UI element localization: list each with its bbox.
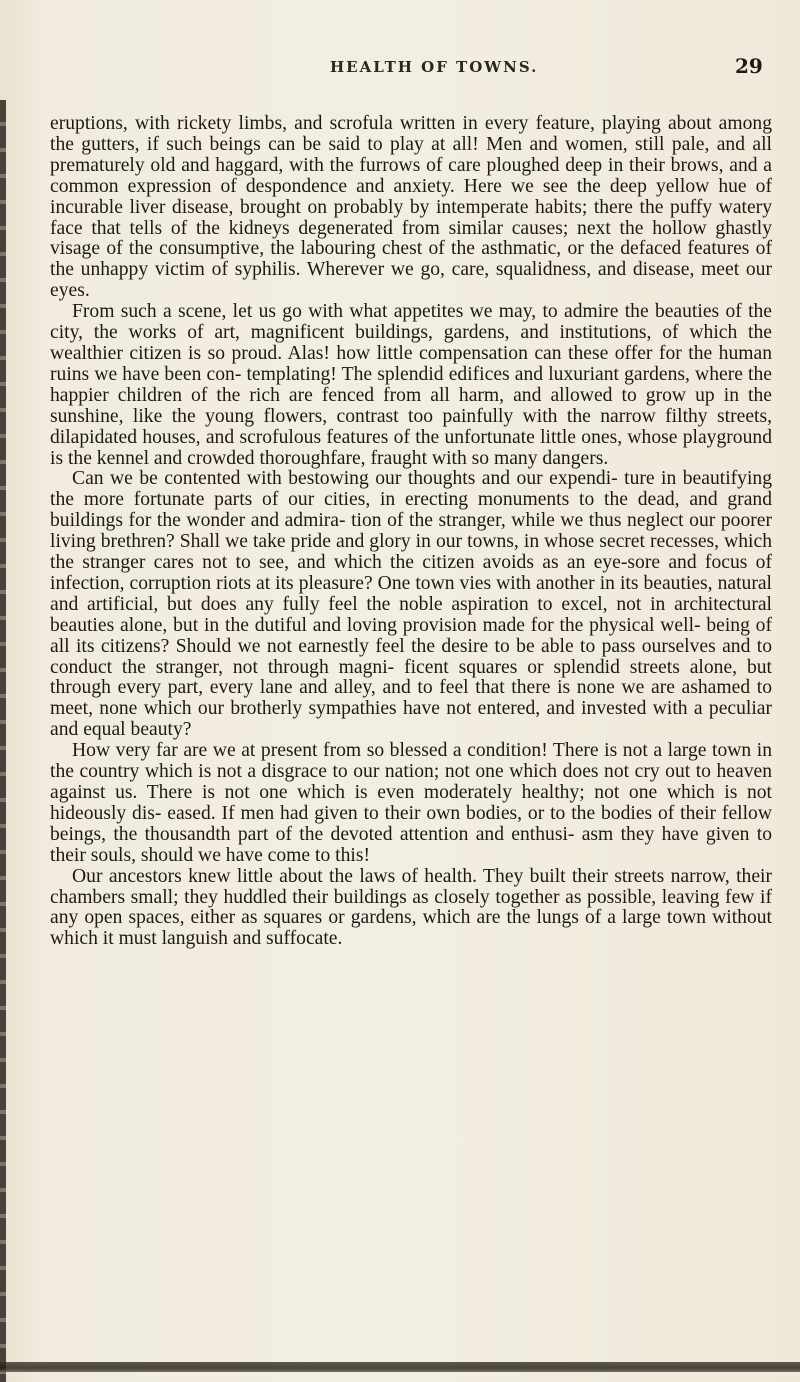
page-number: 29 — [735, 54, 763, 78]
paragraph-3: Can we be contented with bestowing our thoughts and our expendi- ture in beautifying the more fortunate parts of our cities, in erecting monuments to the dead, and grand buildings for the wonder and admira- tion of the stranger, while we thus neglect our poorer living brethren? Shall we take pride and glory in our towns, in whose secret recesses, which the stranger cares not to see, and which the citizen avoids as an eye-sore and focus of infection, corruption riots at its pleasure? One town vies with another in its beauties, natural and artificial, but does any fully feel the noble aspiration to excel, not in architectural beauties alone, but in the dutiful and loving provision made for the physical well- being of all its citizens? Should we not earnestly feel the desire to be able to pass ourselves and to conduct the stranger, not through magni- ficent squares or splendid streets alone, but through every part, every lane and alley, and to feel that there is none we are ashamed to meet, none which our brotherly sympathies have not entered, and invested with a peculiar and equal beauty? — [50, 468, 772, 741]
running-header — [0, 54, 800, 88]
paragraph-2: From such a scene, let us go with what appetites we may, to admire the beauties of the city, the works of art, magnificent buildings, gardens, and institutions, of which the wealthier citizen is so proud. Alas! how little compensation can these offer for the human ruins we have been con- templating! The splendid edifices and luxuriant gardens, where the happier children of the rich are fenced from all harm, and allowed to grow up in the sunshine, like the young flowers, contrast too painfully with the narrow filthy streets, dilapidated houses, and scrofulous features of the unfortunate little ones, whose playground is the kennel and crowded thoroughfare, fraught with so many dangers. — [50, 301, 772, 469]
body-text — [50, 114, 772, 950]
page-binding-edge — [0, 100, 6, 1382]
paragraph-1: eruptions, with rickety limbs, and scrofula written in every feature, playing about among the gutters, if such beings can be said to play at all! Men and women, still pale, and all prematurely old and haggard, with the furrows of care ploughed deep in their brows, and a common expression of despondence and anxiety. Here we see the deep yellow hue of incurable liver disease, brought on probably by intemperate habits; there the puffy watery face that tells of the kidneys degenerated from similar causes; next the hollow ghastly visage of the consumptive, the labouring chest of the asthmatic, or the defaced features of the unhappy victim of syphilis. Wherever we go, care, squalidness, and disease, meet our eyes. — [50, 113, 772, 302]
running-title: HEALTH OF TOWNS. — [330, 58, 539, 76]
page-bottom-edge — [0, 1362, 800, 1372]
paragraph-4: How very far are we at present from so blessed a condition! There is not a large town in the country which is not a disgrace to our nation; not one which does not cry out to heaven against us. There is not one which is even moderately healthy; not one which is not hideously dis- eased. If men had given to their own bodies, or to the bodies of their fellow beings, the thousandth part of the devoted attention and enthusi- asm they have given to their souls, should we have come to this! — [50, 740, 772, 866]
paragraph-5: Our ancestors knew little about the laws of health. They built their streets narrow, their chambers small; they huddled their buildings as closely together as possible, leaving few if any open spaces, either as squares or gardens, which are the lungs of a large town without which it must languish and suffocate. — [50, 865, 772, 950]
